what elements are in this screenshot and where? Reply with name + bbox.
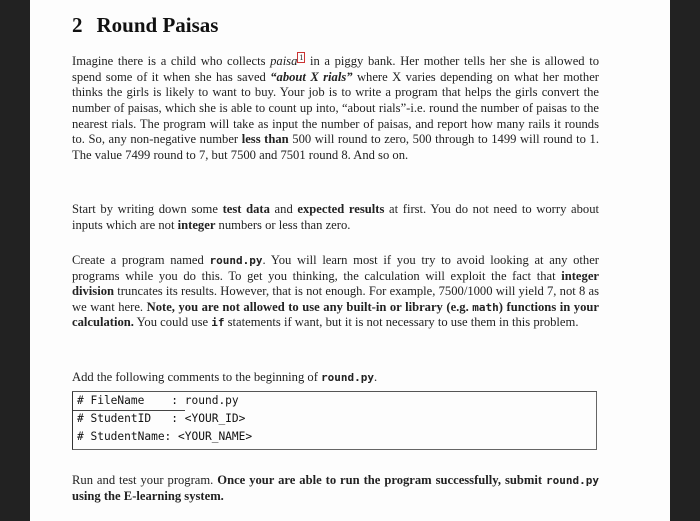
paisa-term: paisa: [270, 54, 298, 69]
code-line-filename: # FileName : round.py: [77, 394, 239, 407]
if-keyword: if: [211, 316, 225, 330]
text-run: .: [374, 370, 378, 384]
text-run: . You will learn most if you try to avoid looking at any other programs while you do this. To get you thinking, the calculation will exploit the fact that: [72, 253, 599, 283]
paragraph-problem-description: [72, 52, 599, 163]
paragraph-add-comments: [72, 370, 599, 386]
text-run: numbers or less than zero.: [215, 217, 351, 232]
about-rials-term: “about X rials”: [270, 69, 353, 84]
text-run: 500 will round to zero, 500 through to 1499 will round to 1. The value 7499 round to 7, but 7500 and 7501 round 8. And so on.: [72, 132, 599, 162]
text-run: Add the following comments to the beginning of: [72, 370, 322, 384]
less-than-term: less than: [241, 132, 289, 147]
submit-instruction-end: using the E-learning system.: [72, 488, 224, 503]
filename-code: round.py: [546, 474, 599, 487]
paragraph-create-program: [72, 253, 599, 331]
text-run: You could use: [133, 315, 212, 330]
section-title: Round Paisas: [96, 13, 219, 37]
filename-code: round.py: [321, 371, 375, 384]
paragraph-submit: [72, 473, 599, 504]
filename-code: round.py: [209, 254, 263, 267]
code-divider: [73, 410, 185, 411]
text-run: where X varies depending on what her mother thinks the girls is likely to want to buy. Your job is to write a program that helps the girls convert the number of paisas, which she is able to count up into, “about rials”-i.e. round the number of paisas to the nearest rials. The program will take as input the number of paisas, and report how many rails it rounds to. So, any non-negative number: [72, 69, 599, 147]
text-run: Start by writing down some: [72, 202, 223, 216]
text-run: statements if want, but it is not necessary to use them in this problem.: [224, 315, 579, 330]
code-line-studentname: # StudentName: <YOUR_NAME>: [77, 430, 253, 443]
text-run: truncates its results. However, that is not enough. For example, 7500/1000 will yield 7, not 8 as we want here.: [72, 284, 599, 314]
text-run: and: [269, 202, 298, 216]
text-run: Create a program named: [72, 253, 210, 267]
text-run: Imagine there is a child who collects: [72, 54, 271, 69]
section-number: 2: [72, 13, 83, 37]
integer-division-term: integer division: [72, 268, 599, 299]
code-listing: [72, 392, 597, 450]
paragraph-test-data: [72, 202, 599, 233]
text-run: in a piggy bank. Her mother tells her she is allowed to spend some of it when she has saved: [72, 54, 599, 84]
section-heading: [72, 13, 218, 38]
expected-results-term: expected results: [297, 202, 385, 216]
math-code: math: [472, 300, 499, 314]
note-text-end: ) functions in your calculation.: [72, 299, 599, 330]
document-page: [30, 0, 670, 521]
text-run: at first. You do not need to worry about inputs which are not: [72, 202, 599, 232]
integer-term: integer: [177, 217, 216, 232]
test-data-term: test data: [222, 202, 270, 216]
text-run: Run and test your program.: [72, 473, 218, 487]
footnote-marker[interactable]: 1: [299, 53, 304, 62]
submit-instruction: Once your are able to run the program successfully, submit: [217, 473, 547, 487]
note-text: Note, you are not allowed to use any built-in or library (e.g.: [146, 299, 473, 314]
code-line-studentid: # StudentID : <YOUR_ID>: [77, 412, 246, 425]
